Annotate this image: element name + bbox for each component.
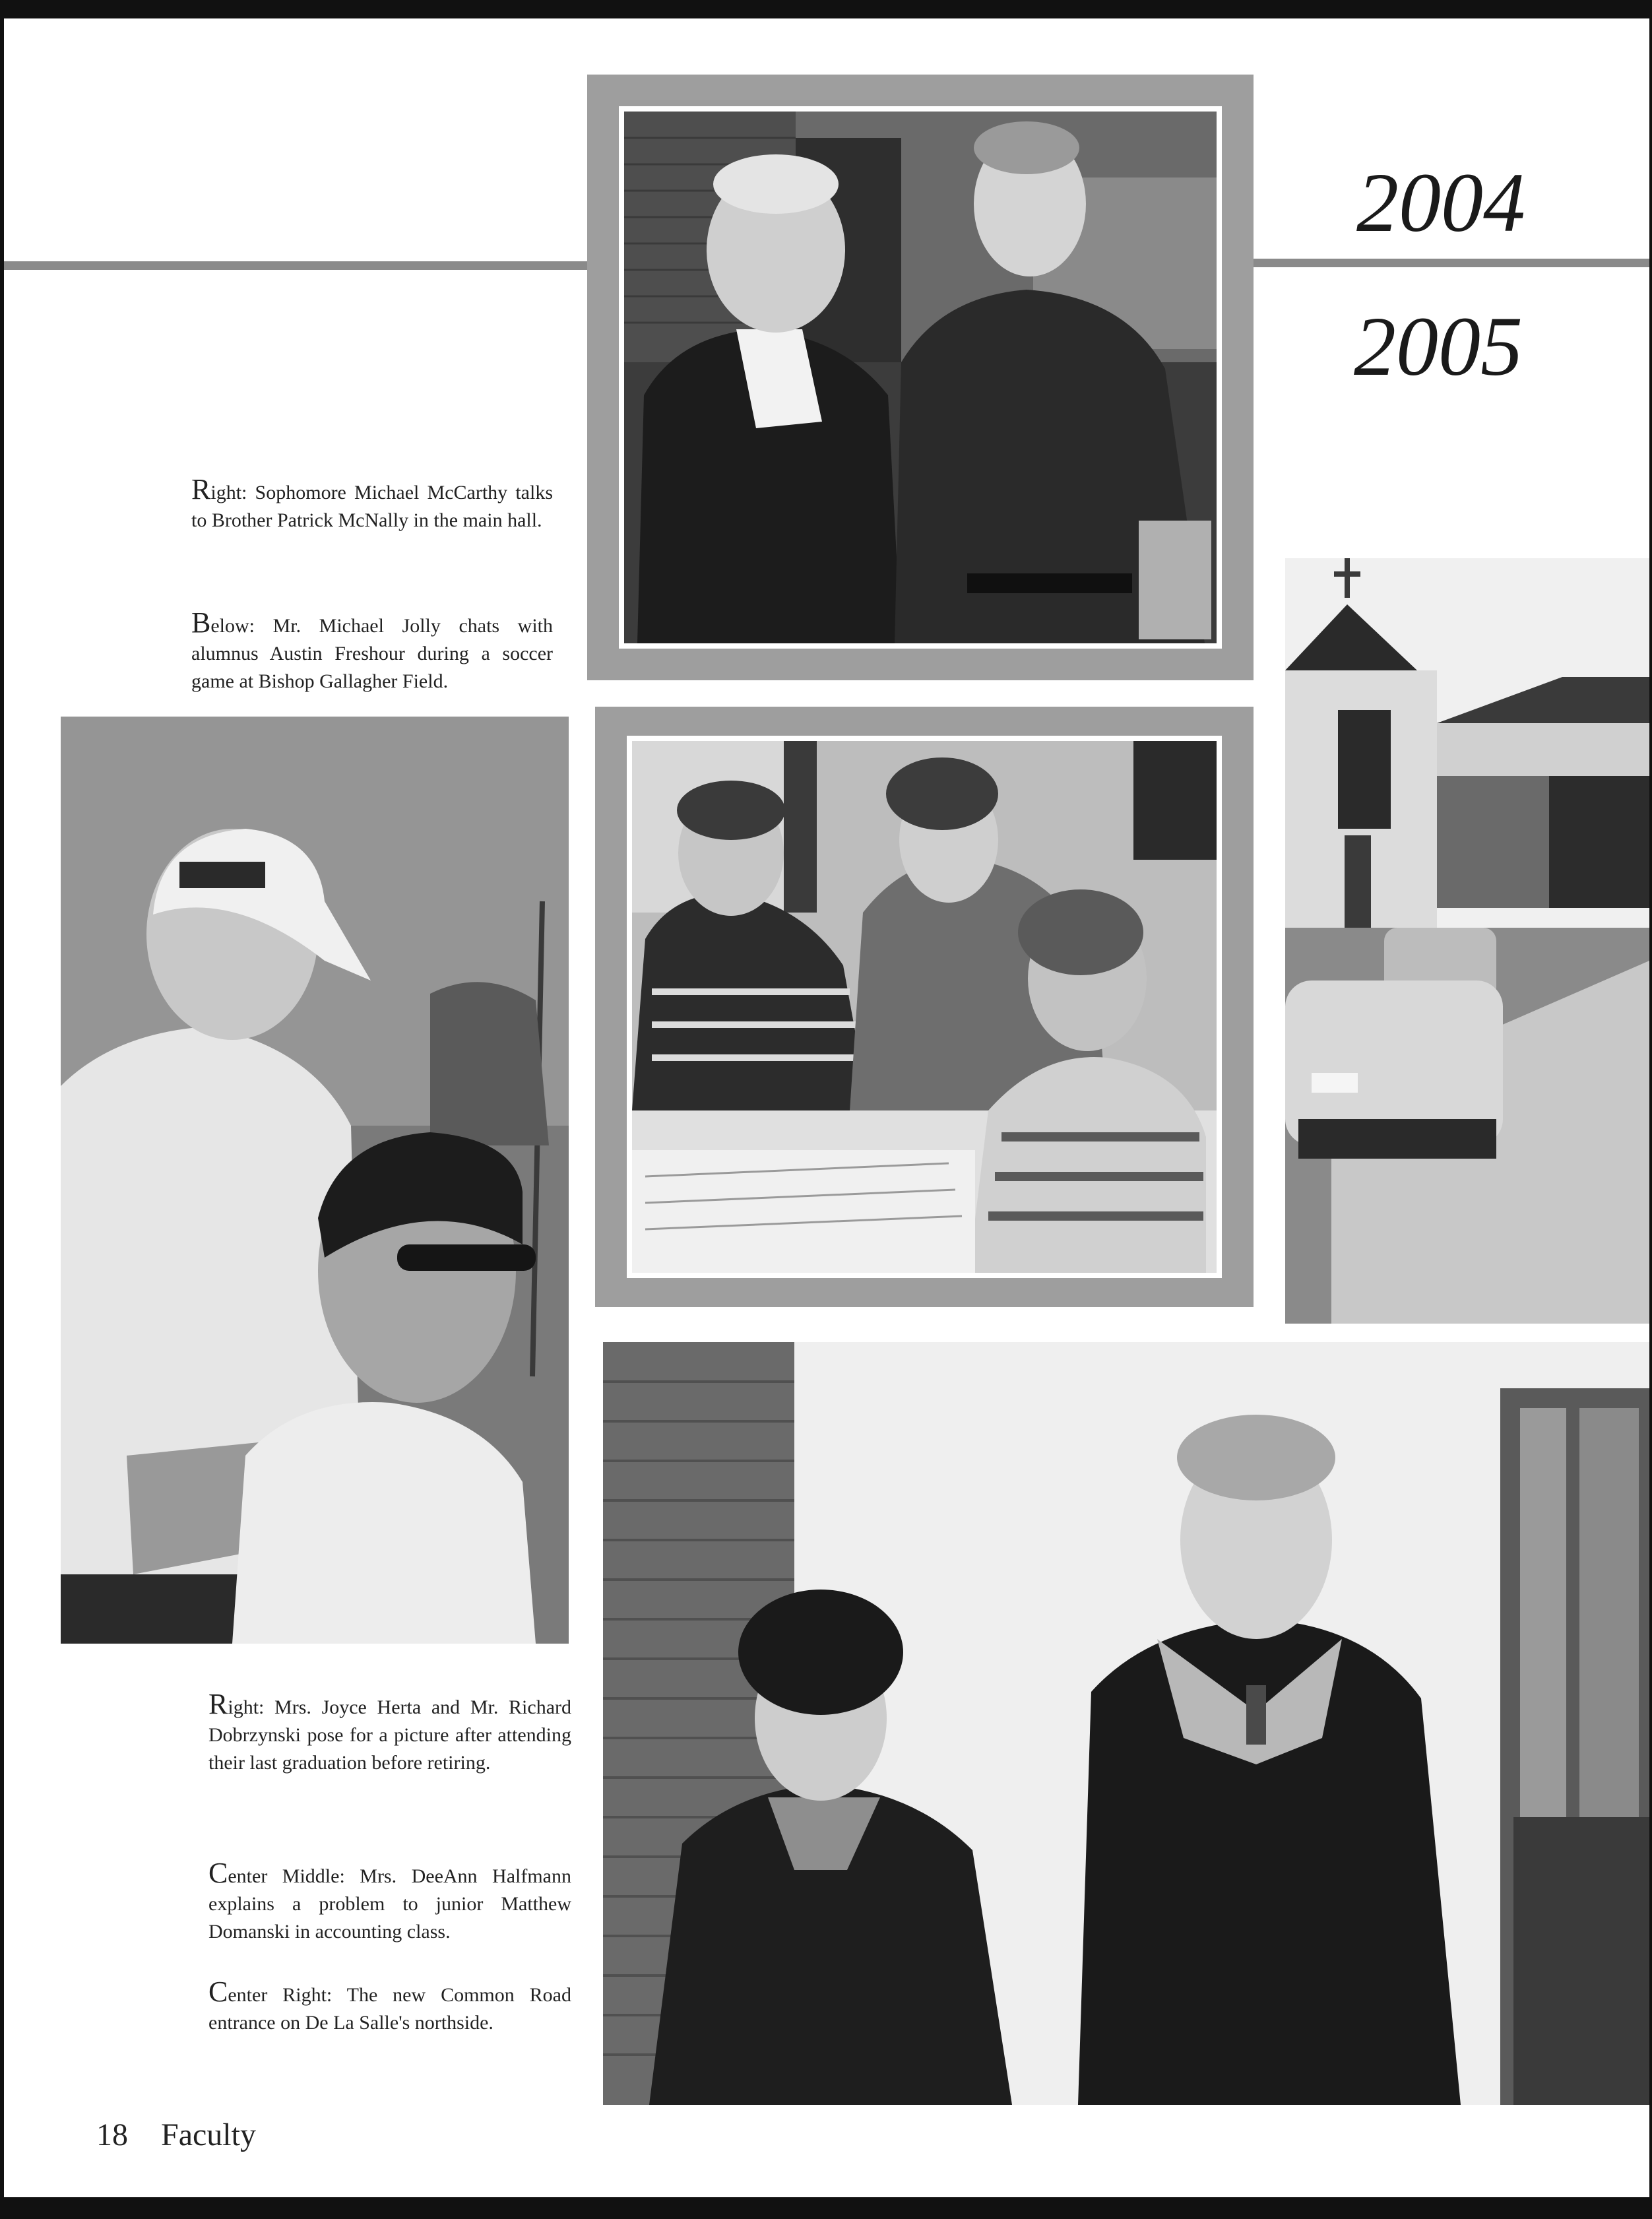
page-footer <box>96 2117 256 2153</box>
caption-right-bottom <box>208 1690 571 1777</box>
caption-lead-letter: C <box>208 1857 228 1889</box>
photo-church-entrance <box>1285 558 1649 1324</box>
header-rule-right <box>1254 259 1649 267</box>
caption-text: ight: Sophomore Michael McCarthy talks to Brother Patrick McNally in the main hall. <box>191 482 553 531</box>
caption-right-top <box>191 473 553 534</box>
photo-hallway <box>624 112 1217 643</box>
header-rule-left <box>4 261 587 270</box>
caption-text: ight: Mrs. Joyce Herta and Mr. Richard Dobrzynski pose for a picture after attending their last graduation before retiring. <box>208 1696 571 1774</box>
yearbook-page <box>4 18 1649 2197</box>
section-name: Faculty <box>161 2117 256 2152</box>
photo-frame-hallway <box>587 75 1254 680</box>
photo-soccer-field <box>61 717 569 1644</box>
photo-graduation <box>603 1342 1649 2105</box>
year-heading-bottom: 2005 <box>1354 300 1523 393</box>
caption-center-right <box>208 1978 571 2037</box>
photo-classroom <box>632 741 1217 1273</box>
caption-text: elow: Mr. Michael Jolly chats with alumnus Austin Freshour during a soccer game at Bishop Gallagher Field. <box>191 615 553 692</box>
caption-lead-letter: R <box>191 473 211 505</box>
year-heading-top: 2004 <box>1356 156 1525 249</box>
caption-center-middle <box>208 1859 571 1946</box>
caption-text: enter Middle: Mrs. DeeAnn Halfmann explains a problem to junior Matthew Domanski in accounting class. <box>208 1865 571 1943</box>
caption-lead-letter: R <box>208 1688 228 1720</box>
page-number: 18 <box>96 2117 128 2152</box>
caption-text: enter Right: The new Common Road entrance on De La Salle's northside. <box>208 1984 571 2034</box>
photo-frame-classroom <box>595 707 1254 1307</box>
caption-below <box>191 606 553 695</box>
caption-lead-letter: B <box>191 606 211 639</box>
caption-lead-letter: C <box>208 1976 228 2008</box>
